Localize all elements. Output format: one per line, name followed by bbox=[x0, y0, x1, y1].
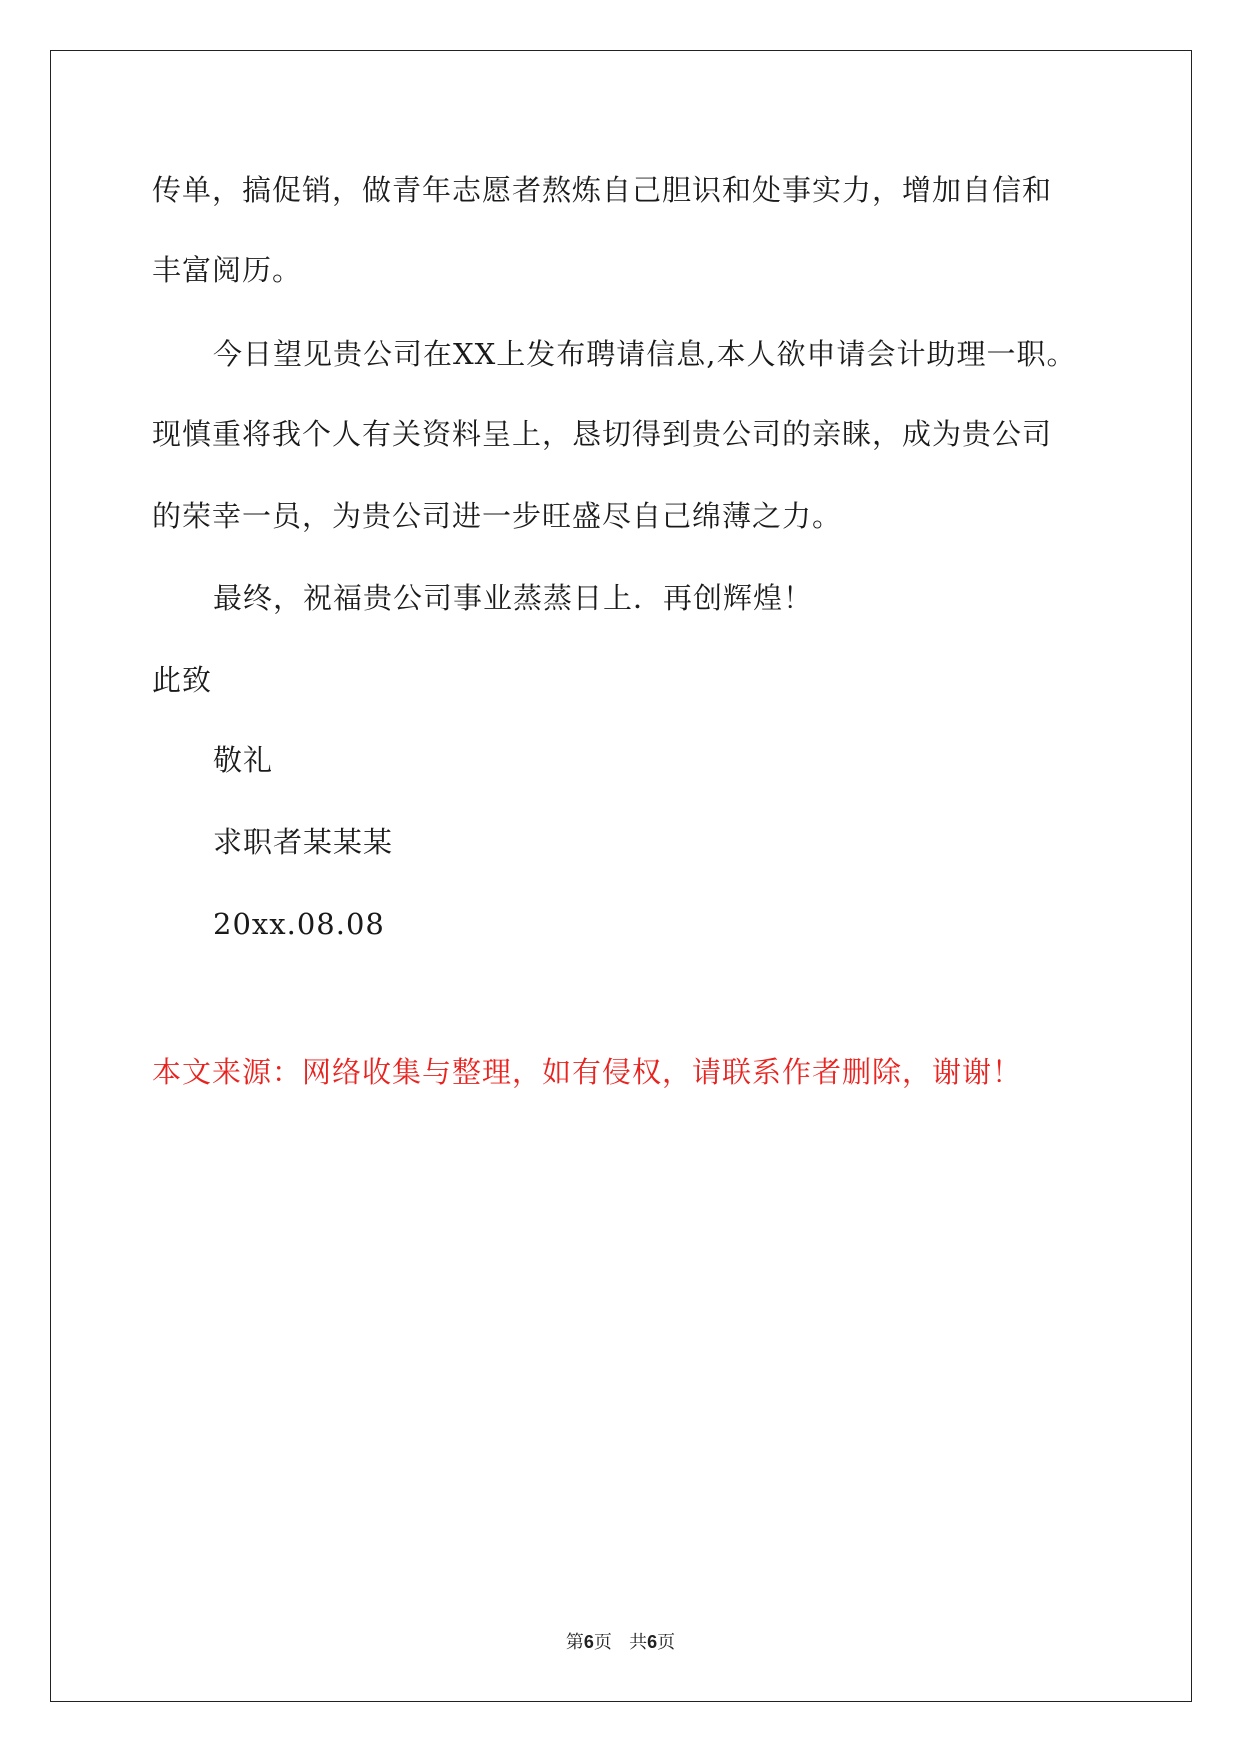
footer-current-page: 6 bbox=[583, 1632, 594, 1652]
footer-middle: 页 共 bbox=[593, 1632, 648, 1653]
letter-paragraph-1-line-2: 丰富阅历。 bbox=[152, 253, 303, 287]
letter-signer: 求职者某某某 bbox=[213, 825, 394, 859]
letter-date: 20xx.08.08 bbox=[213, 907, 385, 941]
page-footer bbox=[0, 1630, 1241, 1655]
letter-closing-wish: 最终，祝福贵公司事业蒸蒸日上．再创辉煌！ bbox=[213, 581, 814, 615]
footer-prefix: 第 bbox=[565, 1632, 584, 1653]
footer-total-pages: 6 bbox=[647, 1632, 658, 1652]
letter-paragraph-2-line-2: 现慎重将我个人有关资料呈上，恳切得到贵公司的亲睐，成为贵公司 bbox=[152, 417, 1053, 451]
letter-paragraph-1-line-1: 传单，搞促销，做青年志愿者熬炼自己胆识和处事实力，增加自信和 bbox=[152, 173, 1053, 207]
page-border bbox=[50, 50, 1192, 1702]
letter-paragraph-2-line-3: 的荣幸一员，为贵公司进一步旺盛尽自己绵薄之力。 bbox=[152, 499, 843, 533]
letter-salutation: 此致 bbox=[152, 663, 213, 697]
footer-suffix: 页 bbox=[657, 1632, 676, 1653]
letter-regards: 敬礼 bbox=[213, 743, 274, 777]
letter-paragraph-2-line-1: 今日望见贵公司在XX上发布聘请信息,本人欲申请会计助理一职。 bbox=[213, 337, 1077, 371]
copyright-notice: 本文来源：网络收集与整理，如有侵权，请联系作者删除，谢谢！ bbox=[152, 1055, 1023, 1089]
